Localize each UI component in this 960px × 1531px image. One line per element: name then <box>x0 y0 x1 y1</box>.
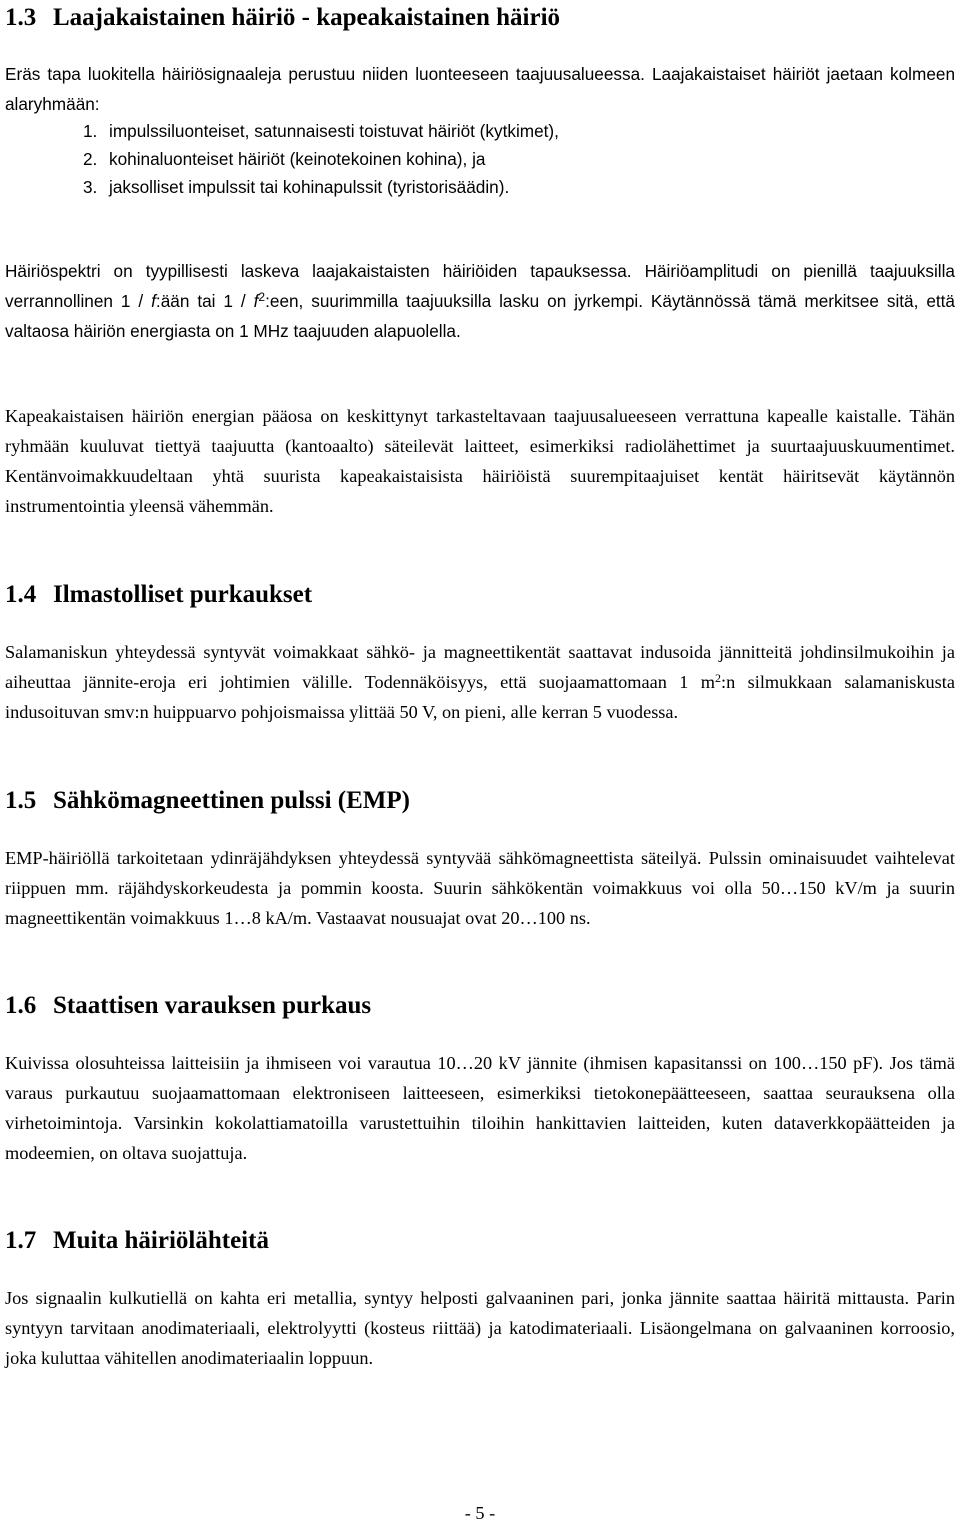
list-item: 2. kohinaluonteiset häiriöt (keinotekoinen kohina), ja <box>83 149 486 169</box>
section-heading-1-3 <box>5 2 955 34</box>
lightning-paragraph: Salamaniskun yhteydessä syntyvät voimakkaat sähkö- ja magneettikentät saattavat indusoida jännitteitä johdinsilmukoihin ja aiheuttaa jännite-eroja eri johtimien välille. Todennäköisyys, että suojaamattomaan 1 $m^2:n$ silmukkaan salamaniskusta indusoituvan smv:n huippuarvo pohjoismaissa ylittää 50 V, on pieni, alle kerran 5 vuodessa. <box>5 642 955 722</box>
section-heading-1-5: 1.5 Sähkömagneettinen pulssi (EMP) <box>5 787 410 814</box>
section-heading-1-7: 1.7 Muita häiriölähteitä <box>5 1227 269 1254</box>
section-heading-1-4: 1.4 Ilmastolliset purkaukset <box>5 581 313 608</box>
spectrum-paragraph: Häiriöspektri on tyypillisesti laskeva laajakaistaisten häiriöiden tapauksessa. Häiriöamplitudi on pienillä taajuuksilla verrannollinen 1 / f:ään tai $1 / f^2:een$, suurimmilla taajuuksilla lasku on jyrkempi. Käytännössä tämä merkitsee sitä, että valtaosa häiriön energiasta on 1 MHz taajuuden alapuolella. <box>5 261 955 341</box>
emp-paragraph: EMP-häiriöllä tarkoitetaan ydinräjähdyksen yhteydessä syntyvää sähkömagneettista säteilyä. Pulssin ominaisuudet vaihtelevat riippuen mm. räjähdyskorkeudesta ja pommin koosta. Suurin sähkökentän voimakkuus voi olla 50…150 kV/m ja suurin magneettikentän voimakkuus 1…8 kA/m. Vastaavat nousuajat ovat 20…100 ns. <box>5 848 955 928</box>
page-number: - 5 - <box>464 1503 496 1523</box>
section-title: Laajakaistainen häiriö - kapeakaistainen häiriö <box>53 4 561 31</box>
section-number: 1.3 <box>5 4 37 31</box>
esd-paragraph: Kuivissa olosuhteissa laitteisiin ja ihmiseen voi varautua 10…20 kV jännite (ihmisen kapasitanssi on 100…150 pF). Jos tämä varaus purkautuu suojaamattomaan elektroniseen laitteeseen, esimerkiksi tietokonepäätteeseen, saattaa seurauksena olla virhetoimintoja. Varsinkin kokolattiamatoilla varustettuihin tiloihin hankittavien laitteiden, kuten dataverkkopäätteiden ja modeemien, on oltava suojattuja. <box>5 1053 955 1163</box>
list-item: 1. impulssiluonteiset, satunnaisesti toistuvat häiriöt (kytkimet), <box>83 121 559 141</box>
intro-paragraph: Eräs tapa luokitella häiriösignaaleja perustuu niiden luonteeseen taajuusalueessa. Laajakaistaiset häiriöt jaetaan kolmeen alaryhmään: <box>5 64 955 114</box>
narrowband-paragraph: Kapeakaistaisen häiriön energian pääosa on keskittynyt tarkasteltavaan taajuusalueeseen verrattuna kapealle kaistalle. Tähän ryhmään kuuluvat tiettyä taajuutta (kantoaalto) säteilevät laitteet, esimerkiksi radiolähettimet ja suurtaajuuskuumentimet. Kentänvoimakkuudeltaan yhtä suurista kapeakaistaisista häiriöistä suurempitaajuiset kentät häiritsevät käytännön instrumentointia yleensä vähemmän. <box>5 406 955 516</box>
disturbance-list <box>5 117 955 201</box>
other-sources-paragraph: Jos signaalin kulkutiellä on kahta eri metallia, syntyy helposti galvaaninen pari, jonka jännite saattaa häiritä mittausta. Parin syntyyn tarvitaan anodimateriaali, elektrolyytti (kosteus riittää) ja katodimateriaali. Lisäongelmana on galvaaninen korroosio, joka kuluttaa vähitellen anodimateriaalin loppuun. <box>5 1288 955 1368</box>
section-heading-1-6: 1.6 Staattisen varauksen purkaus <box>5 992 372 1019</box>
list-item: 3. jaksolliset impulssit tai kohinapulssit (tyristorisäädin). <box>83 177 510 197</box>
